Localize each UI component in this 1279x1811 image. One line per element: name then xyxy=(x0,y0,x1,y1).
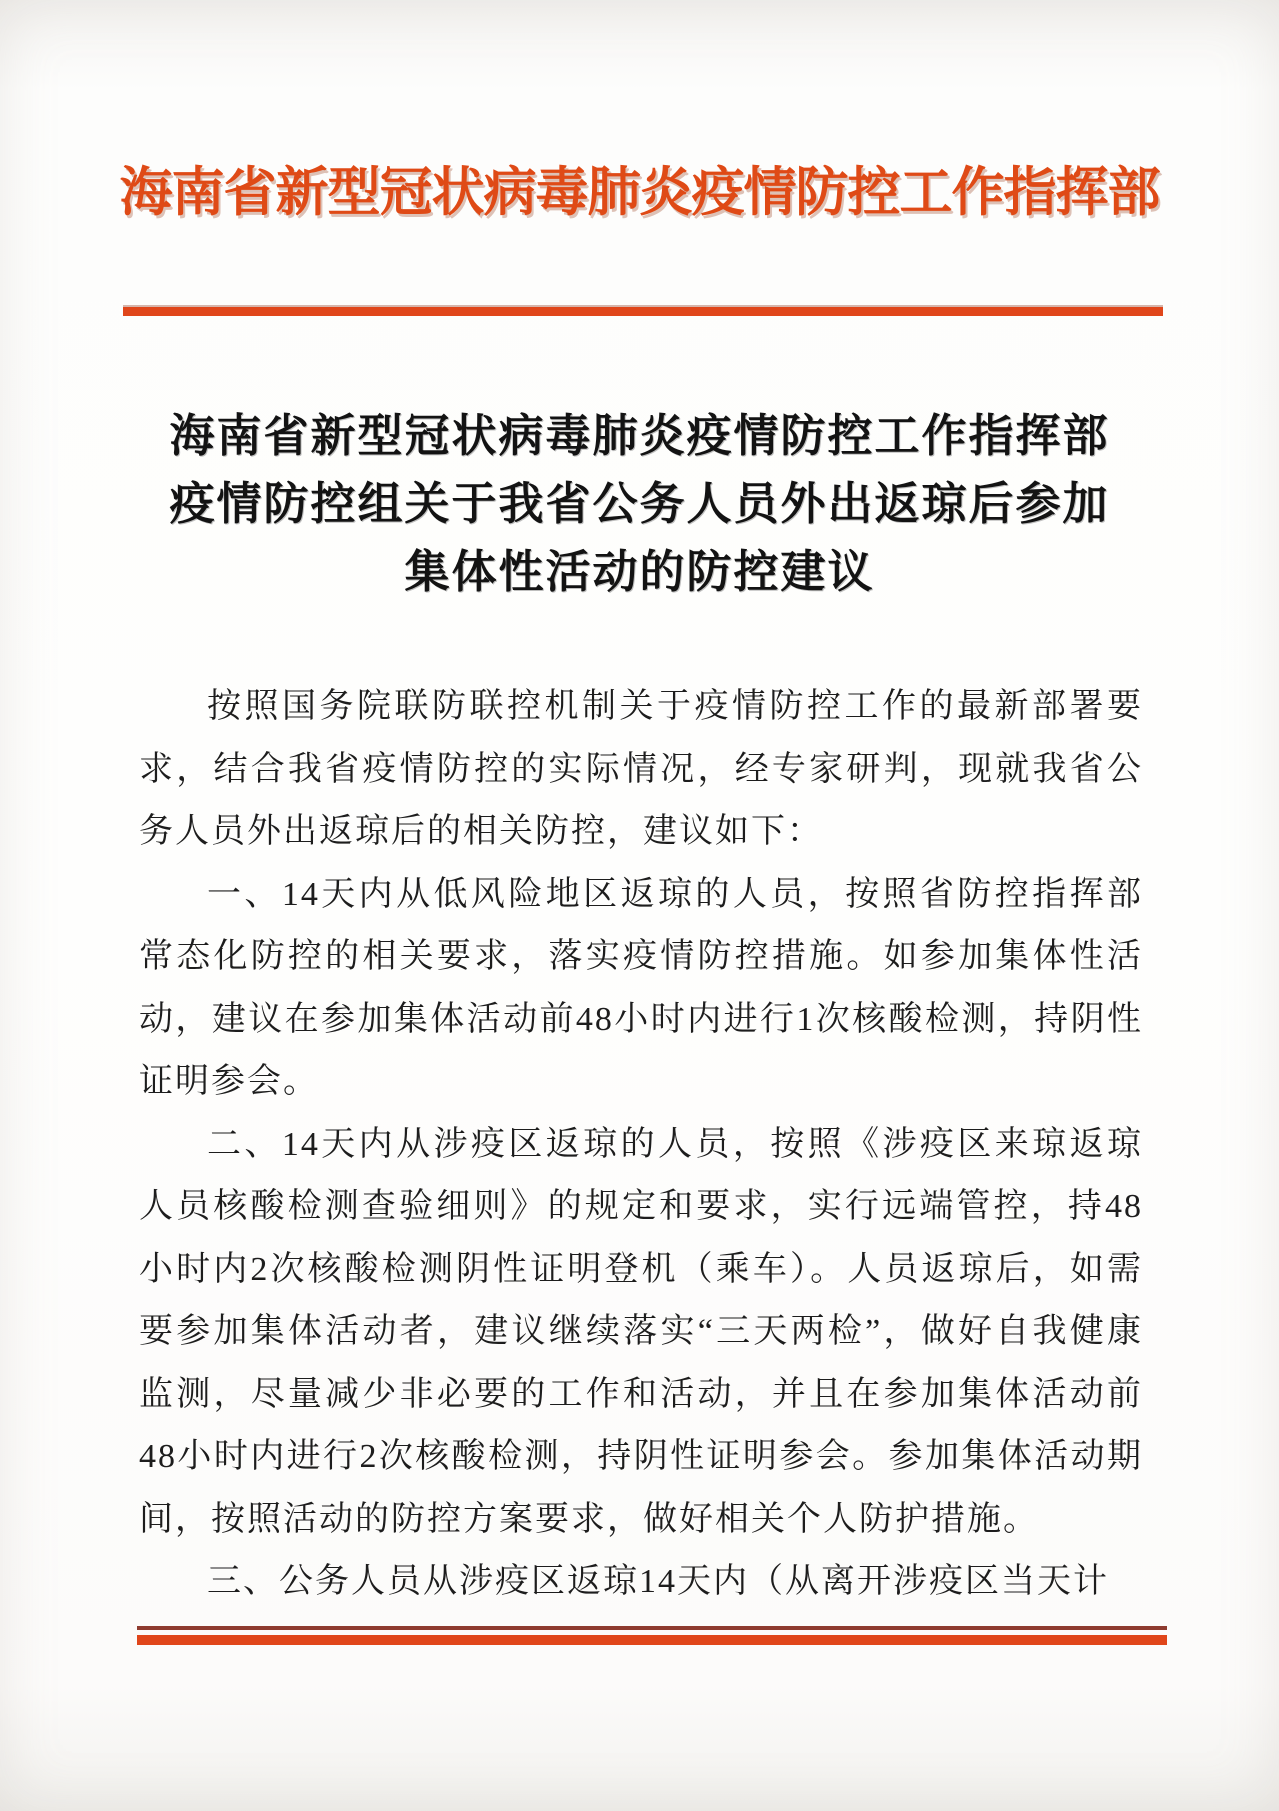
document-title-line: 海南省新型冠状病毒肺炎疫情防控工作指挥部 xyxy=(169,411,1110,461)
document-body xyxy=(139,676,1143,1614)
body-paragraph: 三、公务人员从涉疫区返琼14天内（从离开涉疫区当天计 xyxy=(207,1563,1109,1600)
document-title-line: 疫情防控组关于我省公务人员外出返琼后参加 xyxy=(169,479,1110,529)
body-paragraph: 按照国务院联防联控机制关于疫情防控工作的最新部署要求，结合我省疫情防控的实际情况，经专家研判，现就我省公务人员外出返琼后的相关防控，建议如下： xyxy=(139,688,1143,850)
document-title-line: 集体性活动的防控建议 xyxy=(404,547,875,597)
document-title xyxy=(0,402,1279,606)
footer-divider-thick-rule xyxy=(137,1635,1167,1645)
letterhead-org-name: 海南省新型冠状病毒肺炎疫情防控工作指挥部 xyxy=(119,164,1160,222)
letterhead-divider-rule xyxy=(123,307,1163,316)
body-paragraph: 一、14天内从低风险地区返琼的人员，按照省防控指挥部常态化防控的相关要求，落实疫情防控措施。如参加集体性活动，建议在参加集体活动前48小时内进行1次核酸检测，持阴性证明参会。 xyxy=(139,875,1143,1100)
footer-divider-thin-rule xyxy=(137,1626,1167,1630)
body-paragraph: 二、14天内从涉疫区返琼的人员，按照《涉疫区来琼返琼人员核酸检测查验细则》的规定和要求，实行远端管控，持48小时内2次核酸检测阴性证明登机（乘车）。人员返琼后，如需要参加集体活动者，建议继续落实“三天两检”，做好自我健康监测，尽量减少非必要的工作和活动，并且在参加集体活动前48小时内进行2次核酸检测，持阴性证明参会。参加集体活动期间，按照活动的防控方案要求，做好相关个人防护措施。 xyxy=(139,1125,1143,1538)
